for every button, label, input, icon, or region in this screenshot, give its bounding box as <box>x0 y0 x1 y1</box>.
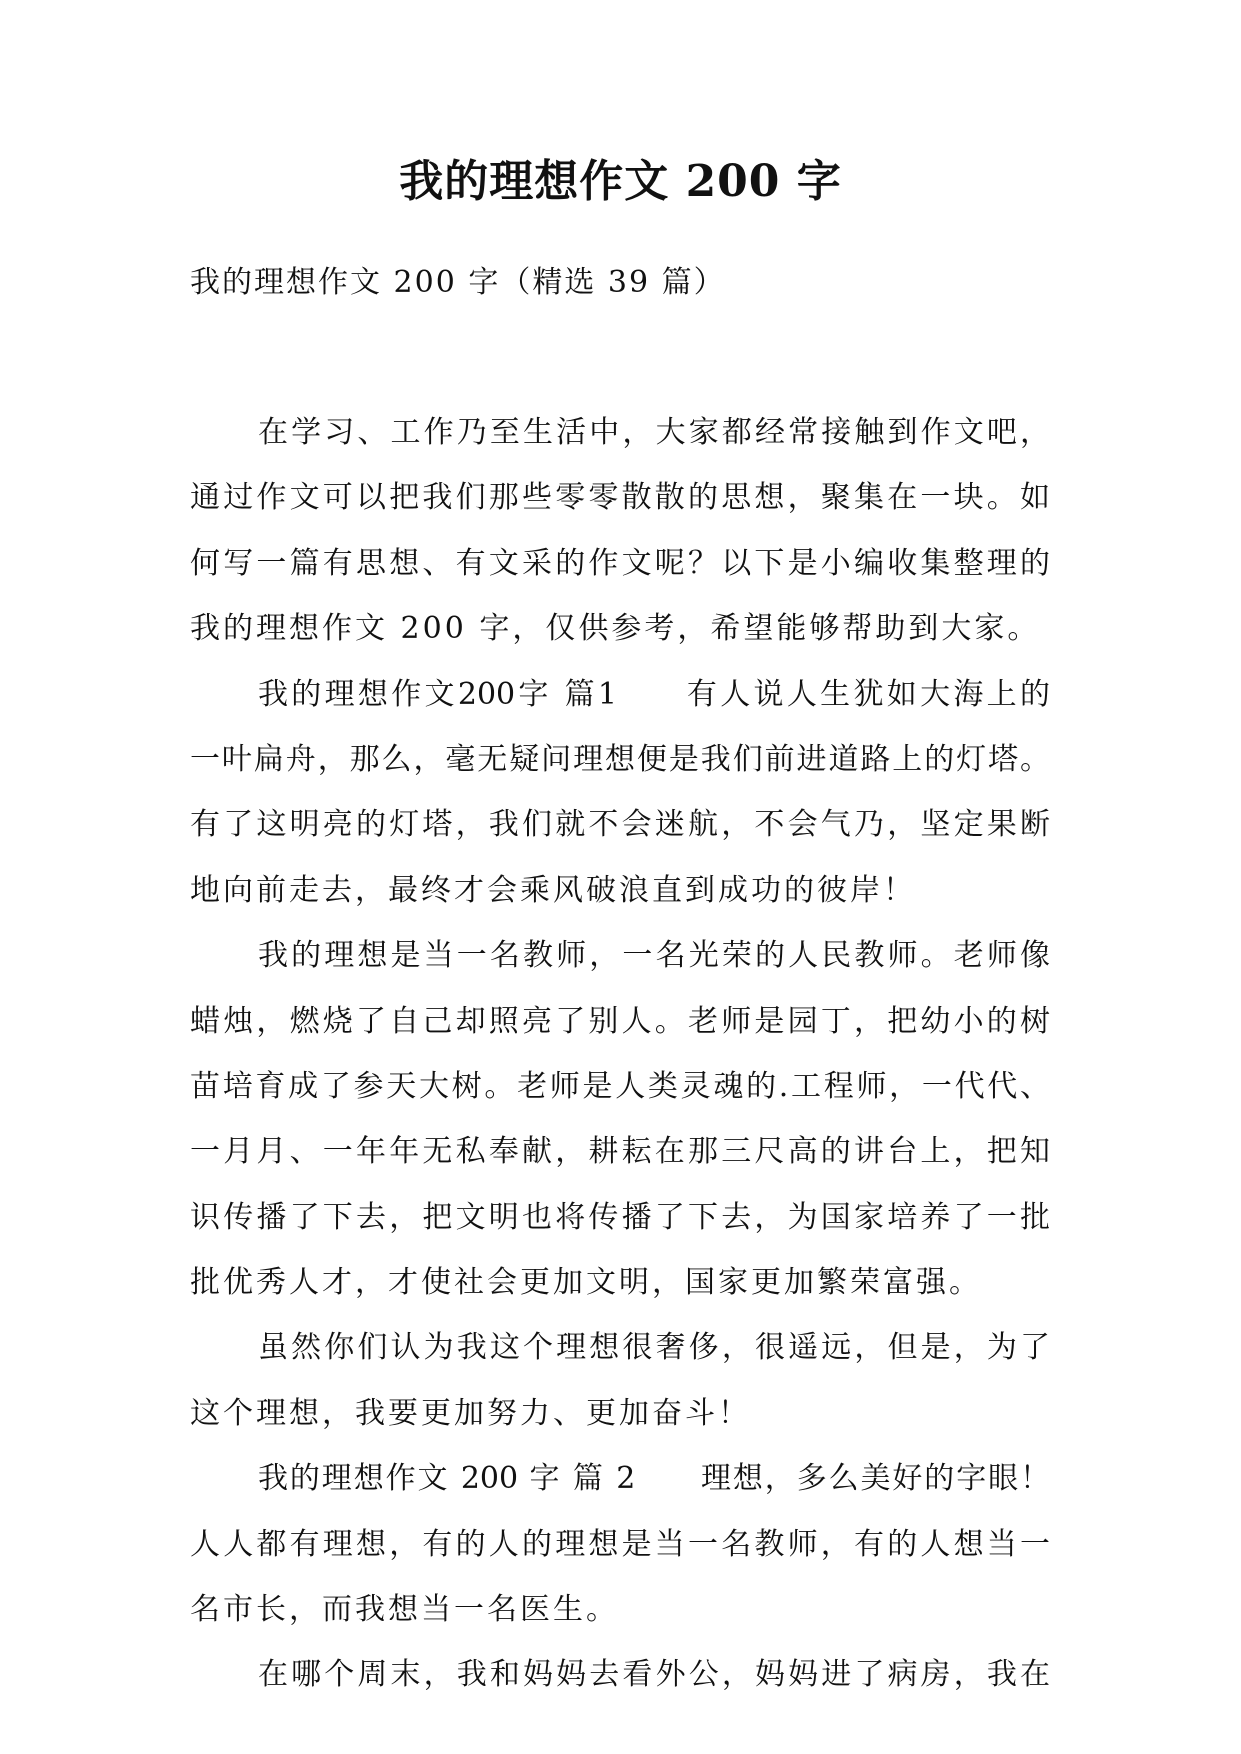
text-line: 苗培育成了参天大树。老师是人类灵魂的.工程师，一代代、 <box>190 1068 1050 1104</box>
text-line: 人人都有理想，有的人的理想是当一名教师，有的人想当一 <box>190 1526 1050 1562</box>
text-line: 一月月、一年年无私奉献，耕耘在那三尺高的讲台上，把知 <box>190 1134 1050 1170</box>
text-line: 蜡烛，燃烧了自己却照亮了别人。老师是园丁，把幼小的树 <box>190 1003 1050 1039</box>
text-line: 批优秀人才，才使社会更加文明，国家更加繁荣富强。 <box>190 1265 982 1301</box>
text-line: 地向前走去，最终才会乘风破浪直到成功的彼岸！ <box>190 872 916 908</box>
text-line: 我的理想作文200字 篇1 有人说人生犹如大海上的 <box>258 676 1050 712</box>
text-line: 名市长，而我想当一名医生。 <box>190 1592 619 1628</box>
document-title: 我的理想作文 200 字 <box>399 156 842 207</box>
text-line: 我的理想作文 200 字，仅供参考，希望能够帮助到大家。 <box>190 611 1041 647</box>
text-line: 虽然你们认为我这个理想很奢侈，很遥远，但是，为了 <box>258 1330 1050 1366</box>
document-body <box>190 400 1050 1708</box>
text-line: 在学习、工作乃至生活中，大家都经常接触到作文吧， <box>258 415 1050 450</box>
document-subtitle: 我的理想作文 200 字（精选 39 篇） <box>190 265 726 300</box>
text-line: 通过作文可以把我们那些零零散散的思想，聚集在一块。如 <box>190 480 1050 516</box>
text-line: 何写一篇有思想、有文采的作文呢？以下是小编收集整理的 <box>190 545 1050 581</box>
text-line: 识传播了下去，把文明也将传播了下去，为国家培养了一批 <box>190 1199 1050 1235</box>
text-line: 有了这明亮的灯塔，我们就不会迷航，不会气乃，坚定果断 <box>190 807 1050 843</box>
text-line: 这个理想，我要更加努力、更加奋斗！ <box>190 1395 751 1431</box>
text-line: 我的理想是当一名教师，一名光荣的人民教师。老师像 <box>258 938 1050 974</box>
text-line: 一叶扁舟，那么，毫无疑问理想便是我们前进道路上的灯塔。 <box>190 741 1050 777</box>
text-line: 我的理想作文 200 字 篇 2 理想，多么美好的字眼！ <box>258 1461 1050 1497</box>
text-line: 在哪个周末，我和妈妈去看外公，妈妈进了病房，我在 <box>258 1657 1050 1693</box>
